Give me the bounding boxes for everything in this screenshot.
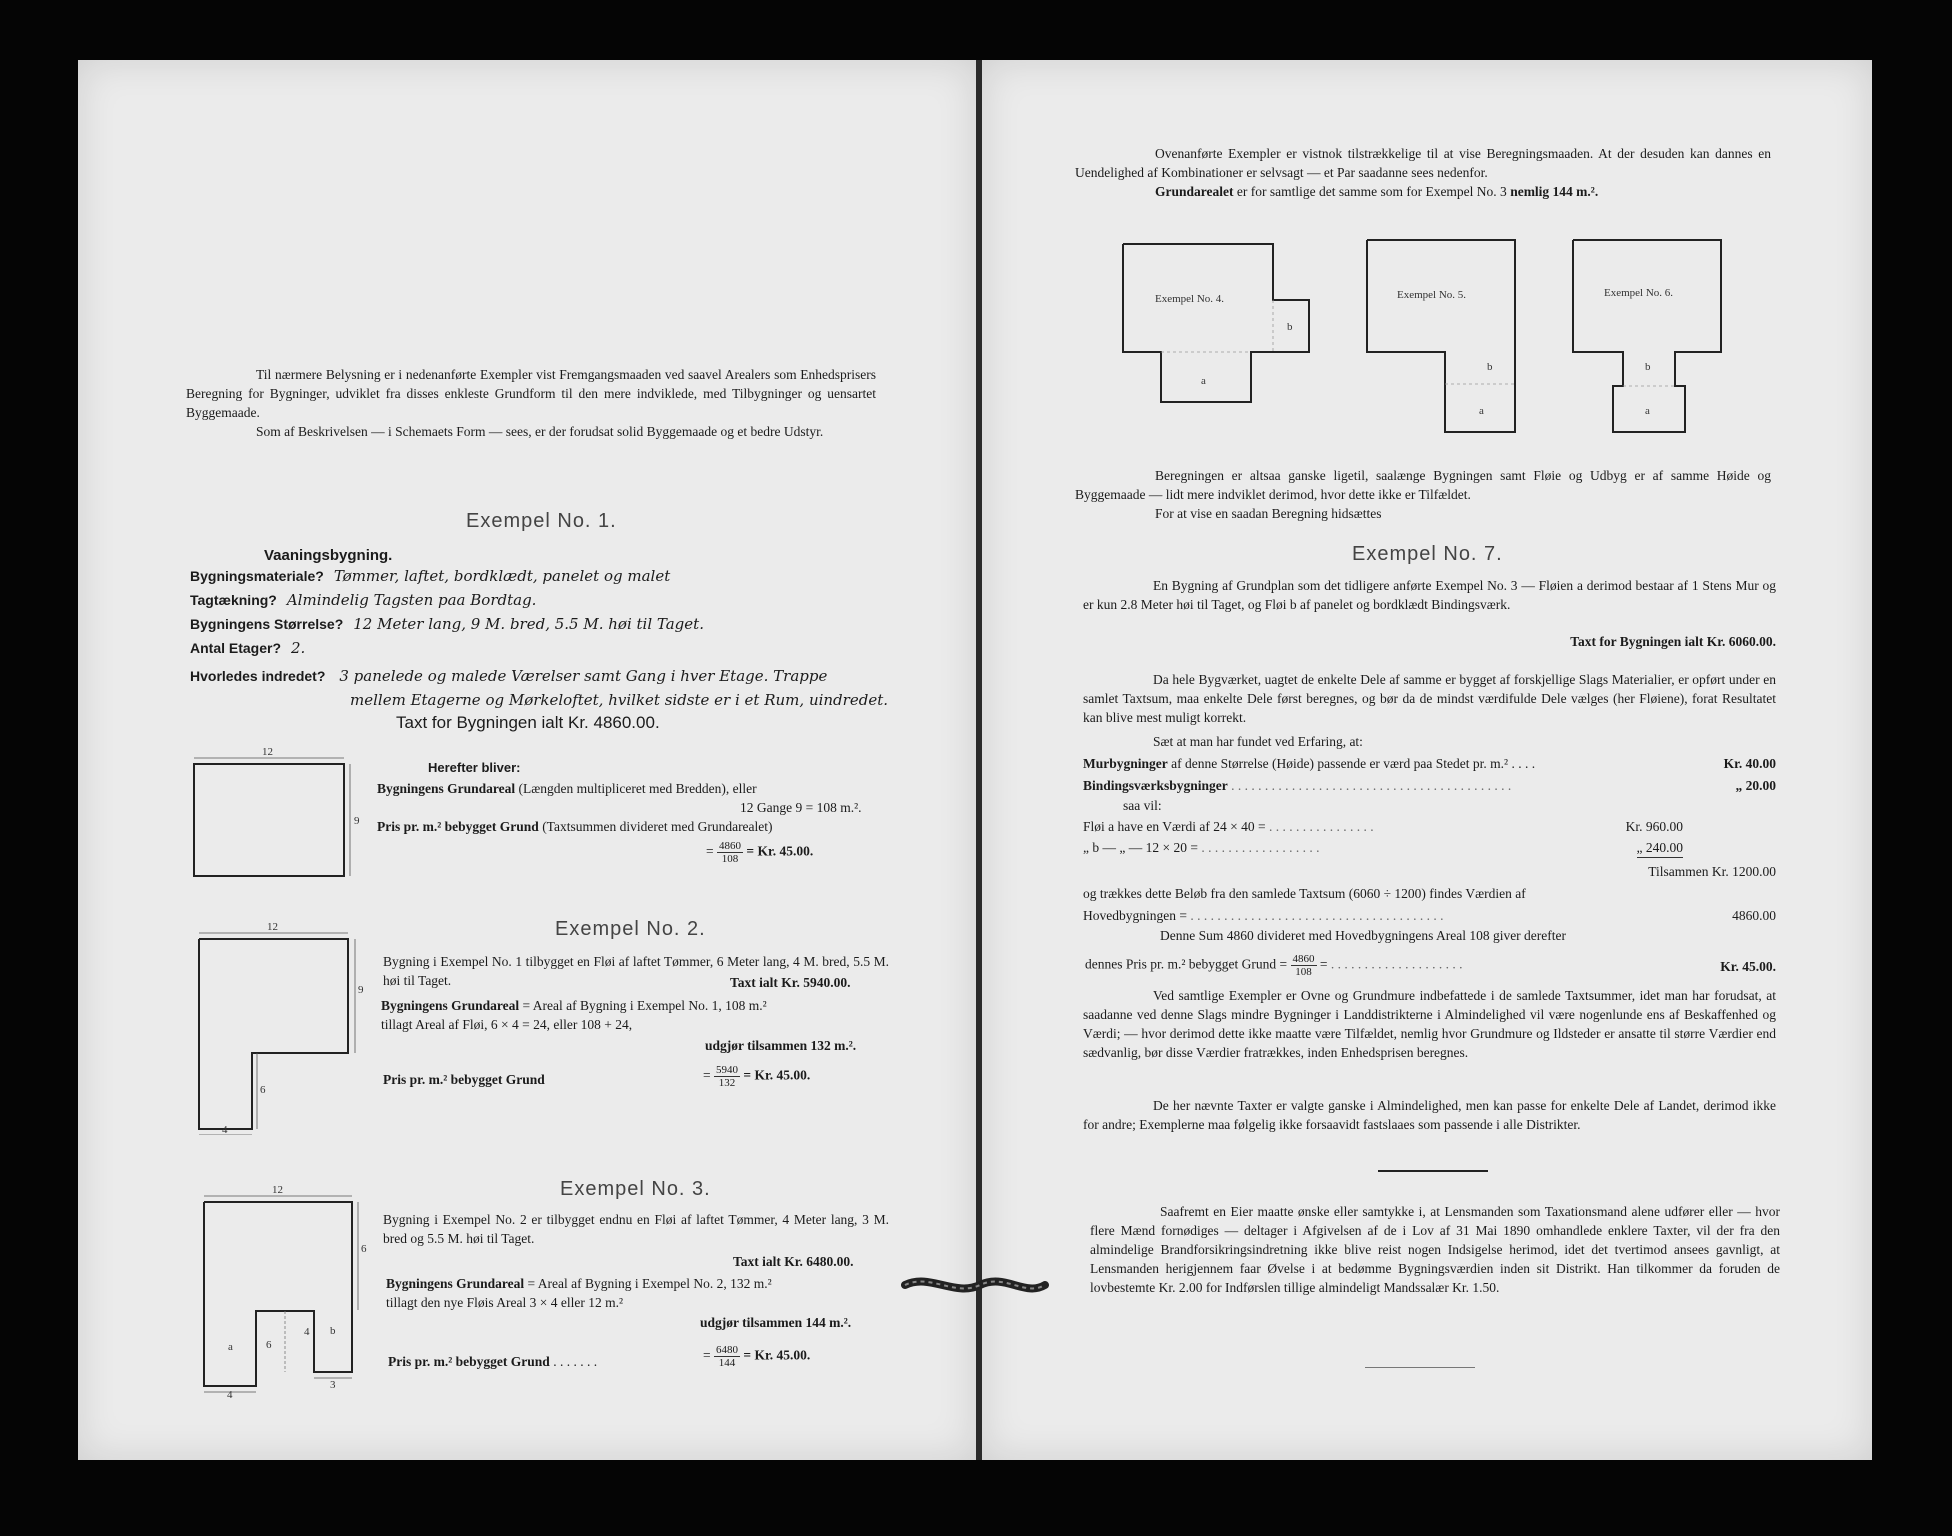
end-divider (1365, 1367, 1475, 1368)
schema-value-continued: mellem Etagerne og Mørkeloftet, hvilket sidste er i et Rum, uindredet. (350, 691, 888, 709)
fig5-label: Exempel No. 5. (1397, 289, 1467, 301)
dim-right: 9 (354, 815, 360, 827)
price-result: = Kr. 45.00. (746, 843, 814, 859)
price-result: = Kr. 45.00. (743, 1067, 811, 1083)
tilsammen: Tilsammen Kr. 1200.00 (1648, 864, 1776, 879)
dim-right: 9 (358, 984, 364, 996)
ex2-area-2: tillagt Areal af Fløi, 6 × 4 = 24, eller 108 + 24, (381, 1017, 633, 1032)
fraction-denominator: 132 (718, 1077, 736, 1089)
calc-paragraph-2: For at vise en saadan Beregning hidsættes (1155, 506, 1382, 521)
ex7-text-6: Ved samtlige Exempler er Ovne og Grundmure indbefattede i de samlede Taxtsummer, idet man har forudsat, at saadanne ved denne Slags mindre Bygninger i Landdistrikterne i Almindelighed vil være nogenlunde ens af Beskaffenhed og Værdi; — hvor derimod dette ikke maatte være Tilfældet, nemlig hvor Grundmure og Ildsteder er ansatte til større Værdier end sædvanlig, bør disse Værdier fratrækkes, inden Enhedsprisen beregnes. (1083, 988, 1776, 1060)
schema-row (190, 667, 890, 691)
ex2-text: Bygning i Exempel No. 1 tilbygget en Fløi af laftet Tømmer, 6 Meter lang, 4 M. bred, 5.5 M. høi til Taget. (383, 954, 889, 988)
hoved-row: Hovedbygningen = . . . . . . . . . . . . . . . . . . . . . . . . . . . . . . . . . . . . . . 4860.00 (1083, 908, 1776, 923)
ex7-text-1: En Bygning af Grundplan som det tidligere anførte Exempel No. 3 — Fløien a derimod bestaar af 1 Stens Mur og er kun 2.8 Meter høi til Taget, og Fløi b af panelet og bordklædt Bindingsværk. (1083, 578, 1776, 612)
fraction-denominator: 108 (1295, 966, 1312, 978)
floi-b-row: „ b — „ — 12 × 20 = . . . . . . . . . . . . . . . . . . „ 240.00 (1083, 838, 1683, 857)
schema-label: Tagtækning? (190, 592, 277, 608)
fig6-label-b: b (1645, 361, 1651, 373)
floi-b-value: „ 240.00 (1637, 838, 1684, 858)
price-label: Pris pr. m.² bebygget Grund (388, 1354, 550, 1369)
schema-label: Antal Etager? (190, 640, 282, 656)
pris-row: dennes Pris pr. m.² bebygget Grund = $\frac{4860}{108}$ = . . . . . . . . . . . . . . . . . . . . Kr. 45.00. (1085, 953, 1776, 978)
fraction-numerator: 5940 (716, 1064, 738, 1076)
bind-row: Bindingsværksbygninger . . . . . . . . . . . . . . . . . . . . . . . . . . . . . . . . . . . . . . . . . . „ 20.00 (1083, 778, 1776, 793)
bind-label: Bindingsværksbygninger (1083, 778, 1228, 793)
ex7-text-2: Da hele Bygværket, uagtet de enkelte Dele af samme er bygget af forskjellige Slags Materialier, er opført under en samlet Taxtsum, maa enkelte Dele først beregnes, og bør da de mindst værdifulde Dele vælges (her Fløiene), forat Resultatet kan blive mest muligt korrekt. (1083, 672, 1776, 725)
price-label: Pris pr. m.² bebygget Grund (383, 1072, 545, 1087)
fig5-label-b: b (1487, 361, 1493, 373)
dim-4: 4 (304, 1326, 310, 1338)
schema-label: Hvorledes indredet? (190, 668, 326, 684)
ex2-price (383, 1070, 545, 1089)
example-figures (1115, 236, 1755, 441)
ex1-area-calc: 12 Gange 9 = 108 m.². (740, 800, 862, 815)
ex3-tax: Taxt ialt Kr. 6480.00. (733, 1254, 854, 1269)
fraction-numerator: 4860 (719, 840, 741, 852)
ex2-plan (185, 915, 375, 1135)
ex1-hereafter: Herefter bliver: (428, 760, 521, 775)
dim-wing: 6 (260, 1084, 266, 1096)
intro-paragraph-2: Som af Beskrivelsen — i Schemaets Form — sees, er der forudsat solid Byggemaade og et bedre Udstyr. (256, 424, 824, 439)
ex1-subtitle: Vaaningsbygning. (264, 547, 393, 564)
ex1-area (377, 779, 877, 798)
schema-value: 12 Meter lang, 9 M. bred, 5.5 M. høi til Taget. (353, 615, 704, 633)
section-divider (1378, 1170, 1488, 1172)
pris-label: dennes Pris pr. m.² bebygget Grund = (1085, 956, 1288, 972)
fig6-label-a: a (1645, 405, 1650, 417)
fig4-label-a: a (1201, 375, 1206, 387)
intro-paragraph-1: Ovenanførte Exempler er vistnok tilstrækkelige til at vise Beregningsmaaden. At der desuden kan dannes en Uendelighed af Kombinationer er selvsagt — et Par saadanne sees nedenfor. (1075, 146, 1771, 180)
area-text: = Areal af Bygning i Exempel No. 2, 132 m.² (527, 1276, 772, 1291)
dim-6: 6 (266, 1339, 272, 1351)
bind-value: „ 20.00 (1735, 778, 1776, 793)
intro-bold-end: nemlig 144 m.². (1510, 184, 1599, 199)
fraction-denominator: 144 (718, 1357, 736, 1369)
ex7-text-3: Sæt at man har fundet ved Erfaring, at: (1153, 734, 1363, 749)
ex2-price-calc: = $\frac{5940}{132}$ = Kr. 45.00. (703, 1064, 811, 1089)
floi-a-value: Kr. 960.00 (1625, 819, 1683, 834)
ex7-tax: Taxt for Bygningen ialt Kr. 6060.00. (1570, 634, 1776, 649)
label-a: a (228, 1341, 233, 1353)
schema-value: 2. (291, 639, 306, 657)
ex2-title: Exempel No. 2. (555, 918, 706, 940)
ex1-price-calc: = $\frac{4860}{108}$ = Kr. 45.00. (706, 840, 814, 865)
ex1-title: Exempel No. 1. (466, 510, 617, 532)
ex3-area-2: tillagt den nye Fløis Areal 3 × 4 eller 12 m.² (386, 1295, 623, 1310)
intro-text: er for samtlige det samme som for Exempel No. 3 (1236, 184, 1507, 199)
ex7-text-4: og trækkes dette Beløb fra den samlede Taxtsum (6060 ÷ 1200) findes Værdien af (1083, 886, 1526, 901)
dim-bottom: 4 (227, 1389, 233, 1400)
schema-row (190, 639, 890, 667)
ex1-price (377, 817, 773, 836)
calc-paragraph-1: Beregningen er altsaa ganske ligetil, saalænge Bygningen samt Fløie og Udbyg er af samme Høide og Byggemaade — lidt mere indviklet derimod, hvor dette ikke er Tilfældet. (1075, 468, 1771, 502)
price-result: = Kr. 45.00. (743, 1347, 811, 1363)
schema-label: Bygningens Størrelse? (190, 616, 344, 632)
ex3-text: Bygning i Exempel No. 2 er tilbygget endnu en Fløi af laftet Tømmer, 4 Meter lang, 3 M. bred og 5.5 M. høi til Taget. (383, 1212, 889, 1246)
floi-a: Fløi a have en Værdi af 24 × 40 = (1083, 819, 1266, 834)
schema-label: Bygningsmateriale? (190, 568, 324, 584)
footer-paragraph: Saafremt en Eier maatte ønske eller samtykke i, at Lensmanden som Taxationsmand alene udfører eller — hvor flere Mænd fornødiges — deltager i Afgivelsen af de i Lov af 31 Mai 1890 omhandlede enklere Taxter, vil der fra den almindelige Brandforsikringsindretning ikke blive reist nogen Indsigelse herimod, idet det tvertimod ansees gavnligt, at Lensmanden herigjennem faar Øvelse i at bedømme Bygningsværdien inden sit Distrikt. Han tilkommer da foruden de lovbestemte Kr. 2.00 for Indførslen tillige almindeligt Mandssalær Kr. 1.50. (1090, 1204, 1780, 1295)
schema-row (190, 567, 890, 591)
ex3-area-3: udgjør tilsammen 144 m.². (700, 1315, 852, 1330)
binding-thread (900, 1270, 1050, 1300)
area-label: Bygningens Grundareal (386, 1276, 525, 1291)
ex7-title: Exempel No. 7. (1352, 543, 1503, 565)
schema-row (190, 615, 890, 639)
fraction-numerator: 6480 (716, 1344, 738, 1356)
ex7-text-5: Denne Sum 4860 divideret med Hovedbygningens Areal 108 giver derefter (1160, 928, 1567, 943)
intro-bold: Grundarealet (1155, 184, 1234, 199)
ex2-area-3: udgjør tilsammen 132 m.². (705, 1038, 857, 1053)
hoved-value: 4860.00 (1732, 908, 1776, 923)
pris-value: Kr. 45.00. (1720, 959, 1776, 974)
dim-right: 6 (361, 1243, 367, 1255)
floi-a-row: Fløi a have en Værdi af 24 × 40 = . . . . . . . . . . . . . . . . Kr. 960.00 (1083, 819, 1683, 834)
mur-label: Murbygninger (1083, 756, 1168, 771)
ex1-tax: Taxt for Bygningen ialt Kr. 4860.00. (396, 713, 660, 732)
fraction-denominator: 108 (721, 853, 739, 865)
ex2-tax: Taxt ialt Kr. 5940.00. (730, 975, 851, 990)
mur-text: af denne Størrelse (Høide) passende er værd paa Stedet pr. m.² (1171, 756, 1509, 771)
mur-value: Kr. 40.00 (1723, 756, 1776, 771)
dim-3: 3 (330, 1379, 336, 1391)
fig4-label-b: b (1287, 321, 1293, 333)
fig6-label: Exempel No. 6. (1604, 287, 1674, 299)
calc-intro (1075, 466, 1771, 523)
price-desc: (Taxtsummen divideret med Grundarealet) (542, 819, 773, 834)
ex3-plan (190, 1180, 385, 1400)
schema-value: 3 panelede og malede Værelser samt Gang i hver Etage. Trappe (339, 667, 828, 685)
ex2-area (381, 996, 767, 1015)
ex3-area (386, 1274, 772, 1293)
schema-row (190, 591, 890, 615)
ex3-price: Pris pr. m.² bebygget Grund . . . . . . . (388, 1354, 598, 1369)
area-label: Bygningens Grundareal (381, 998, 520, 1013)
hoved-label: Hovedbygningen = (1083, 908, 1187, 923)
area-desc: (Længden multipliceret med Bredden), eller (518, 781, 757, 796)
ex1-plan (180, 742, 370, 884)
fig5-label-a: a (1479, 405, 1484, 417)
label-b: b (330, 1325, 336, 1337)
ex7-text-7: De her nævnte Taxter er valgte ganske i Almindelighed, men kan passe for enkelte Dele af Landet, derimod ikke for andre; Exemplerne maa følgelig ikke forsaavidt fastslaaes som passende i alle Distrikter. (1083, 1098, 1776, 1132)
left-intro (186, 365, 876, 441)
saa-vil: saa vil: (1123, 798, 1162, 813)
area-label: Bygningens Grundareal (377, 781, 516, 796)
right-intro (1075, 144, 1771, 201)
dim-bottom: 4 (222, 1124, 228, 1135)
dim-top: 12 (272, 1184, 283, 1196)
ex1-schema (190, 567, 890, 715)
mur-row: Murbygninger af denne Størrelse (Høide) passende er værd paa Stedet pr. m.² . . . . Kr. 40.00 (1083, 756, 1776, 771)
fraction-numerator: 4860 (1292, 953, 1315, 965)
dim-top: 12 (262, 746, 273, 758)
floi-b: „ b — „ — 12 × 20 = (1083, 840, 1198, 855)
price-label: Pris pr. m.² bebygget Grund (377, 819, 539, 834)
ex3-title: Exempel No. 3. (560, 1178, 711, 1200)
ex3-price-calc: = $\frac{6480}{144}$ = Kr. 45.00. (703, 1344, 811, 1369)
fig4-label: Exempel No. 4. (1155, 293, 1225, 305)
dim-top: 12 (267, 921, 278, 933)
schema-value: Almindelig Tagsten paa Bordtag. (286, 591, 537, 609)
intro-paragraph-2 (1075, 182, 1771, 201)
area-text: = Areal af Bygning i Exempel No. 1, 108 m.² (522, 998, 767, 1013)
schema-value: Tømmer, laftet, bordklædt, panelet og malet (333, 567, 671, 585)
intro-paragraph-1: Til nærmere Belysning er i nedenanførte Exempler vist Fremgangsmaaden ved saavel Arealers som Enhedsprisers Beregning for Bygninger, udviklet fra disses enkleste Grundform til den mere indviklede, med Tilbygninger og uensartet Byggemaade. (186, 367, 876, 420)
